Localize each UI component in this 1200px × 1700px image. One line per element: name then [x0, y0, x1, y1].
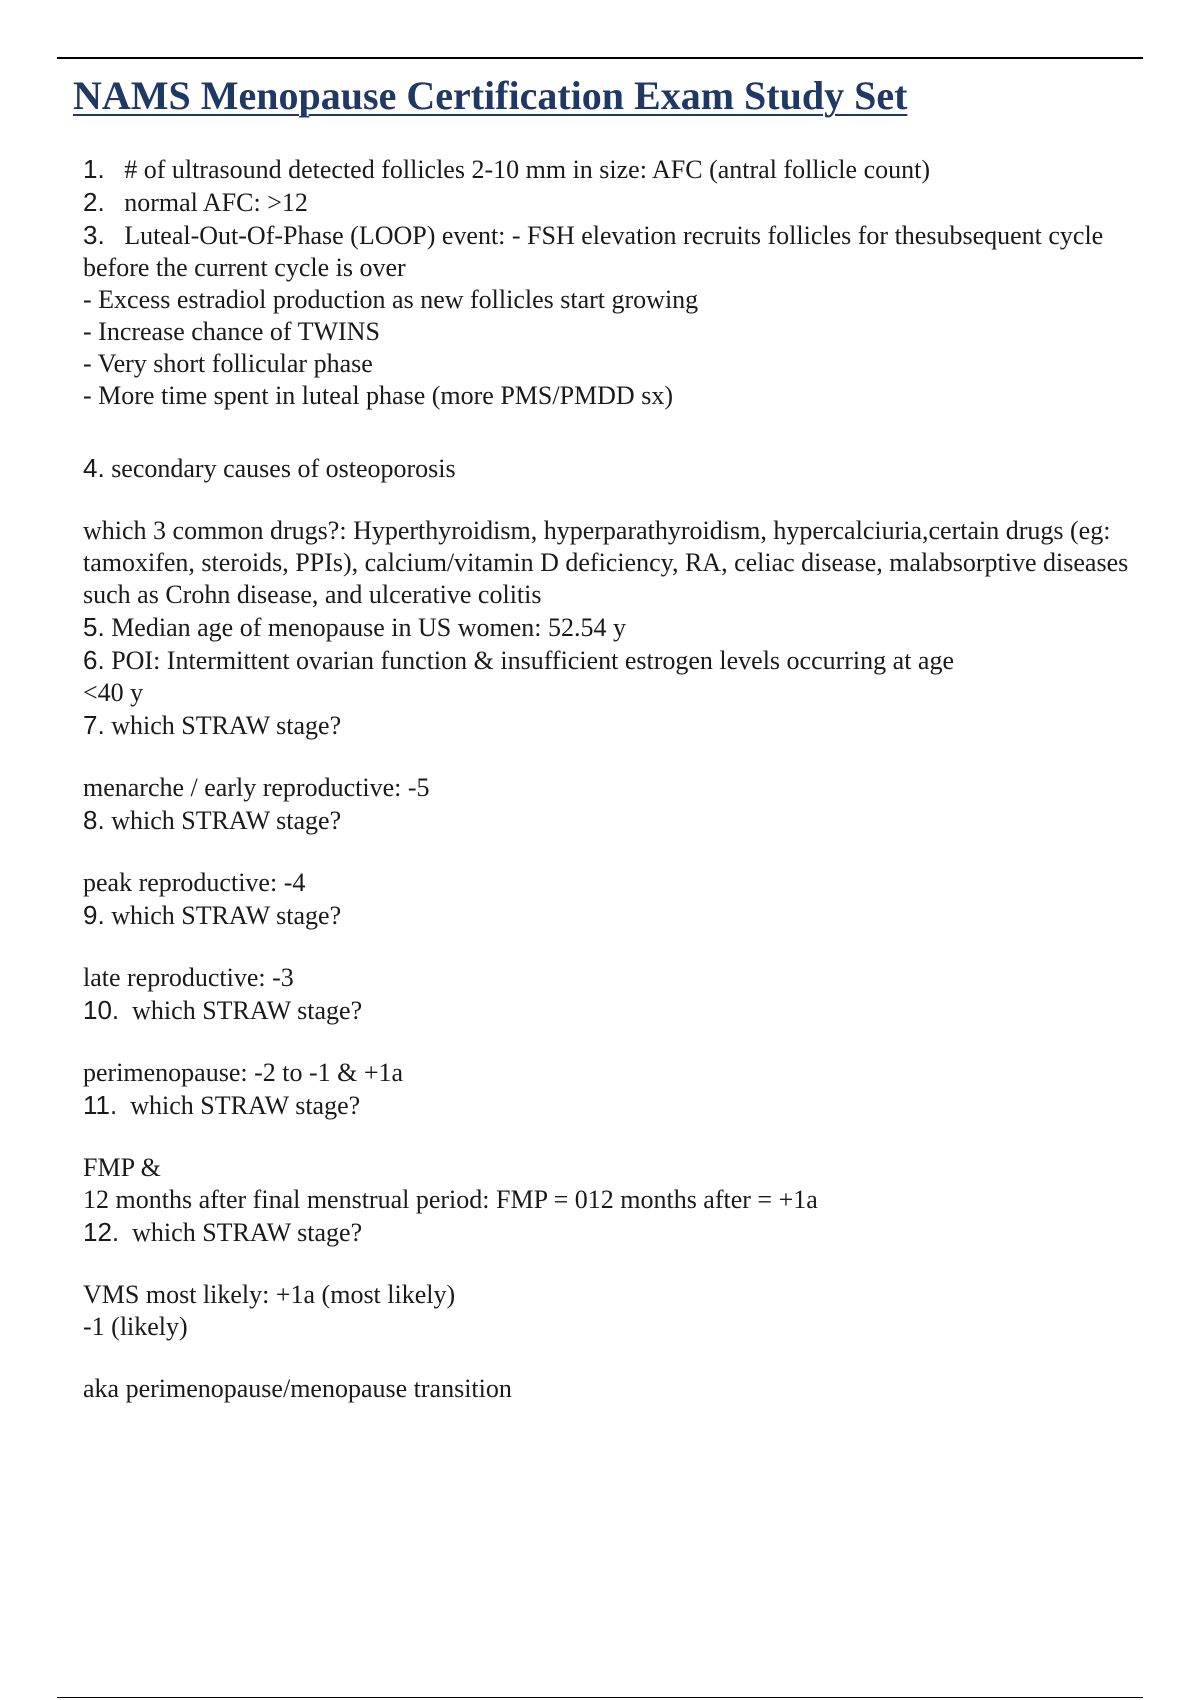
item-answer: peak reproductive: -4 [83, 868, 306, 897]
page-title: NAMS Menopause Certification Exam Study Set [73, 73, 908, 118]
item-text: POI: Intermittent ovarian function & insufficient estrogen levels occurring at age [111, 646, 955, 675]
item-number: 4. [83, 453, 105, 483]
item-text: which STRAW stage? [111, 806, 342, 835]
bullet-line: - Very short follicular phase [83, 349, 373, 378]
list-item [83, 219, 1158, 284]
bullet-line: - Excess estradiol production as new follicles start growing [83, 285, 699, 314]
study-set-body [83, 153, 1158, 1405]
item-answer: -1 (likely) [83, 1312, 188, 1341]
list-item [83, 186, 1158, 219]
list-item [83, 1089, 1158, 1122]
item-answer: FMP & [83, 1153, 161, 1182]
list-item [83, 644, 1158, 677]
item-answer: which 3 common drugs?: Hyperthyroidism, hyperparathyroidism, hypercalciuria,certain drugs (eg: tamoxifen, steroids, PPIs), calcium/vitamin D deficiency, RA, celiac disease, malabsorptive diseases such as Crohn disease, and ulcerative colitis [83, 516, 1129, 609]
item-number: 3. [83, 220, 105, 250]
item-text: which STRAW stage? [111, 711, 342, 740]
item-answer: 12 months after final menstrual period: FMP = 012 months after = +1a [83, 1185, 818, 1214]
item-text: Median age of menopause in US women: 52.54 y [111, 613, 627, 642]
item-number: 1. [83, 154, 105, 184]
item-answer: menarche / early reproductive: -5 [83, 773, 430, 802]
item-text-continued: <40 y [83, 678, 144, 707]
item-text: which STRAW stage? [111, 901, 342, 930]
item-text: Luteal-Out-Of-Phase (LOOP) event: - FSH elevation recruits follicles for thesubsequent cycle before the current cycle is over [83, 221, 1104, 282]
item-number: 6. [83, 645, 105, 675]
item-number: 5. [83, 612, 105, 642]
top-rule [57, 57, 1143, 59]
item-number: 11. [83, 1090, 118, 1120]
list-item [83, 611, 1158, 644]
item-answer: late reproductive: -3 [83, 963, 294, 992]
item-text: which STRAW stage? [130, 1091, 361, 1120]
item-number: 7. [83, 710, 105, 740]
item-number: 12. [83, 1217, 120, 1247]
item-text: which STRAW stage? [132, 1218, 363, 1247]
item-number: 8. [83, 805, 105, 835]
item-text: normal AFC: >12 [124, 188, 308, 217]
bullet-line: - Increase chance of TWINS [83, 317, 380, 346]
list-item [83, 994, 1158, 1027]
list-item [83, 1216, 1158, 1249]
list-item [83, 804, 1158, 837]
list-item [83, 899, 1158, 932]
item-answer: VMS most likely: +1a (most likely) [83, 1280, 456, 1309]
item-number: 9. [83, 900, 105, 930]
item-number: 2. [83, 187, 105, 217]
item-answer: aka perimenopause/menopause transition [83, 1374, 512, 1403]
item-answer: perimenopause: -2 to -1 & +1a [83, 1058, 404, 1087]
list-item [83, 709, 1158, 742]
list-item [83, 452, 1158, 485]
list-item [83, 153, 1158, 186]
item-text: which STRAW stage? [132, 996, 363, 1025]
item-number: 10. [83, 995, 120, 1025]
bullet-line: - More time spent in luteal phase (more PMS/PMDD sx) [83, 381, 673, 410]
bottom-rule [57, 1697, 1143, 1698]
item-text: # of ultrasound detected follicles 2-10 mm in size: AFC (antral follicle count) [124, 155, 930, 184]
item-text: secondary causes of osteoporosis [111, 454, 456, 483]
